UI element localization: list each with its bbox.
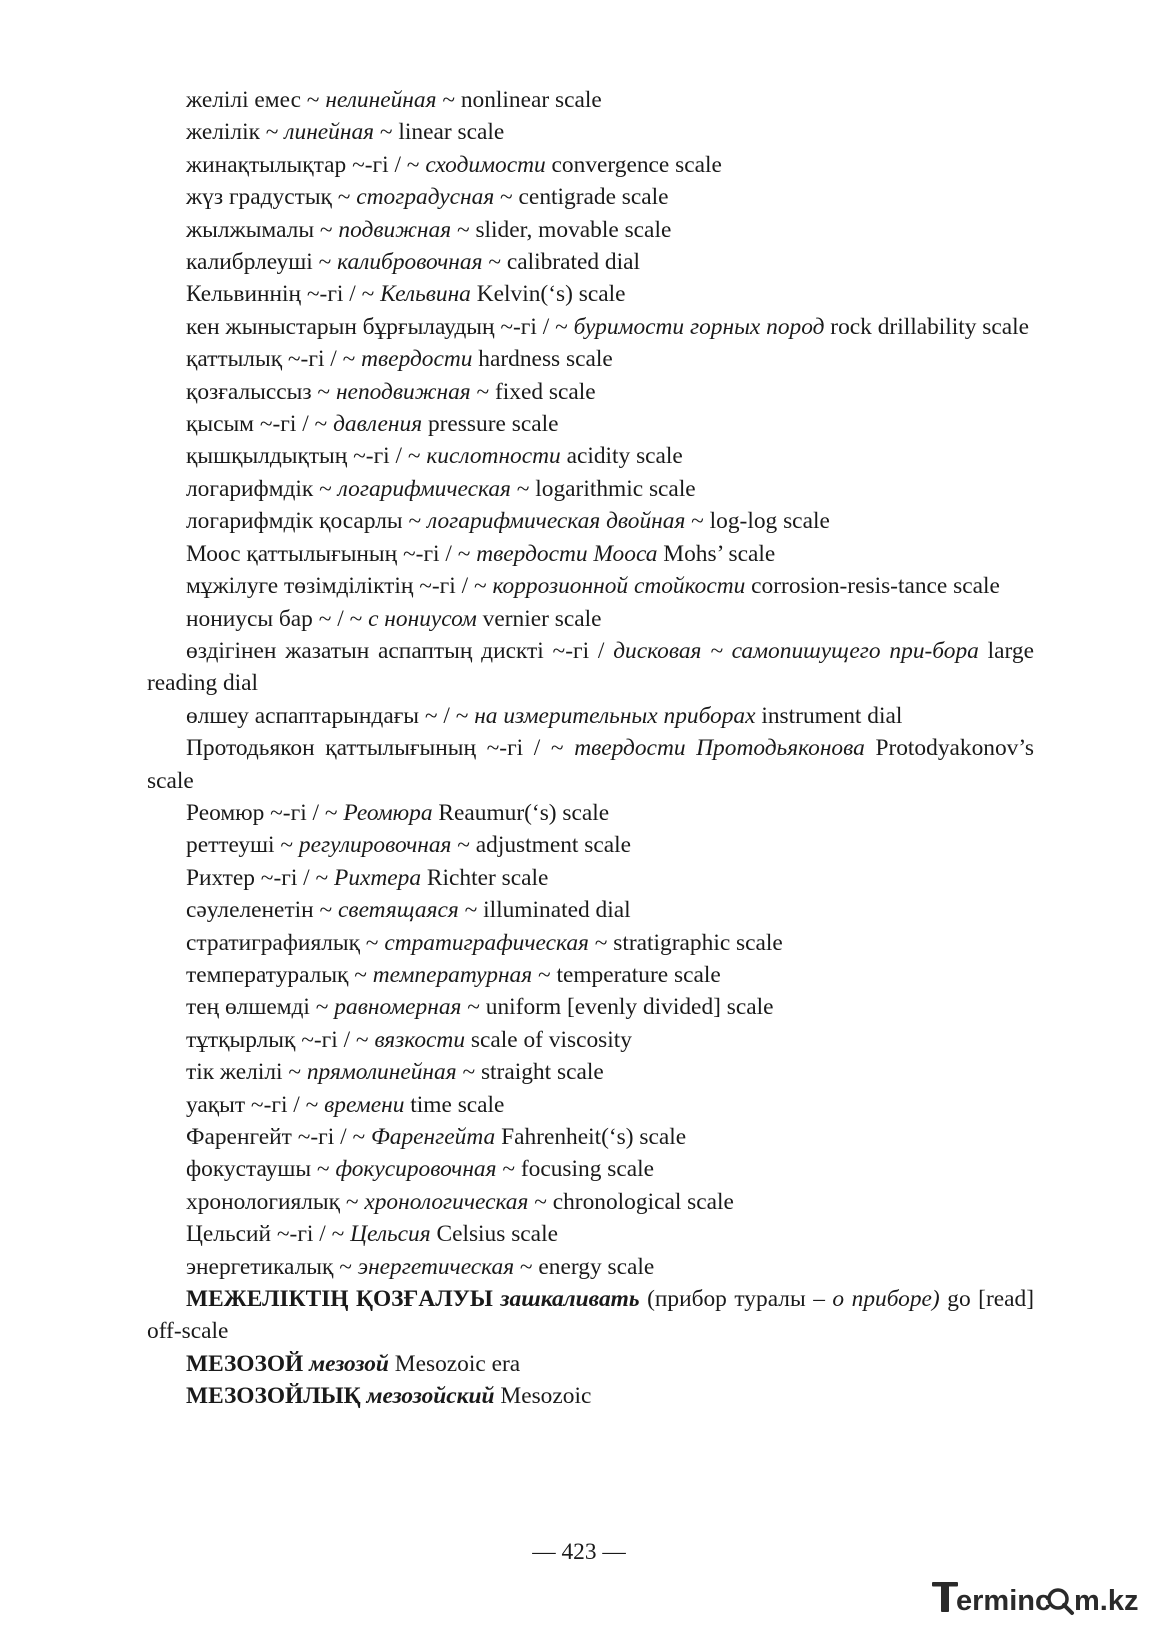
entry-text: сәулеленетін ~ [186,897,339,924]
entry-text: фокустаушы ~ [186,1156,336,1183]
entry-text: өлшеу аспаптарындағы ~ / ~ [186,702,475,729]
dictionary-entry [147,1024,1034,1056]
dictionary-entry [147,311,1034,343]
entry-text: Фаренгейт ~-гі / ~ [186,1124,371,1150]
logo-text-erminc: erminc [956,1585,1052,1617]
dictionary-entry [147,797,1034,829]
entry-russian-term: кислотности [426,443,561,470]
entry-russian-term: Реомюра [343,799,433,826]
entry-headword: МЕЗОЗОЙ [186,1350,304,1377]
entry-text: Реомюр ~-гі / ~ [186,799,344,826]
entry-text: large reading dial [147,637,1034,697]
entry-text: acidity scale [560,443,683,470]
dictionary-entry [147,635,1034,700]
entry-text: жүз градустық ~ [186,184,357,211]
entry-russian-term: сходимости [425,151,546,178]
dictionary-entry [147,991,1034,1023]
dictionary-entry [147,343,1034,375]
entry-text: time scale [404,1091,505,1118]
logo-magnifier-icon [1049,1590,1072,1613]
entry-text: Mohs’ scale [657,540,776,567]
entry-text: Кельвиннің ~-гі / ~ [186,281,381,308]
dictionary-entry [147,149,1034,181]
entry-russian-term: регулировочная [298,832,452,859]
dictionary-entry [147,1218,1034,1250]
dictionary-entry [147,408,1034,440]
entry-russian-term: на измерительных приборах [474,702,756,729]
entry-headword: МЕЖЕЛІКТІҢ ҚОЗҒАЛУЫ [186,1286,493,1313]
entry-text: Цельсий ~-гі / ~ [186,1221,351,1248]
entry-russian-term: давления [333,411,423,438]
termincom-watermark-logo [930,1577,1140,1623]
entry-text: ~ nonlinear scale [436,87,602,113]
entry-text: стратиграфиялық ~ [186,929,385,956]
entry-text: Reaumur(‘s) scale [432,799,610,826]
entry-text: Kelvin(‘s) scale [470,281,626,308]
dictionary-entry [147,84,1034,116]
entry-text: ~ chronological scale [528,1188,734,1215]
entry-text: ~ illuminated dial [458,897,631,924]
entry-text: Рихтер ~-гі / ~ [186,864,335,891]
dictionary-entry [147,246,1034,278]
dictionary-entry [147,278,1034,310]
dictionary-entry [147,1251,1034,1283]
entry-text: мұжілуге төзімділіктің ~-гі / ~ [186,573,493,600]
dictionary-entry [147,603,1034,635]
entry-text: Протодьякон қаттылығының ~-гі / ~ [186,735,575,762]
entry-text: ~ temperature scale [532,961,721,988]
entry-russian-term: твердости Протодьяконова [574,735,865,762]
entry-text: ~ logarithmic scale [510,475,696,502]
entry-russian-term: неподвижная [335,378,471,405]
entry-text: pressure scale [422,411,559,438]
entry-russian-term: нелинейная [325,87,437,113]
entry-text: энергетикалық ~ [186,1253,358,1280]
entry-text: scale of viscosity [465,1026,632,1053]
entry-text: ~ centigrade scale [494,184,669,211]
entry-text: convergence scale [545,151,722,178]
entry-text: калибрлеуші ~ [186,249,338,276]
entry-text: хронологиялық ~ [186,1188,365,1215]
entry-text: тік желілі ~ [186,1059,307,1086]
entry-text: желілік ~ [186,119,285,146]
dictionary-page-body [147,84,1034,1413]
entry-text: өздігінен жазатын аспаптың дискті ~-гі / [186,637,614,664]
entry-text: Protodyakonov’s scale [147,735,1034,794]
entry-text: желілі емес ~ [186,87,326,113]
entry-russian-term: равномерная [334,994,462,1021]
entry-text: логарифмдік ~ [186,475,338,502]
entry-text: кен жыныстарын бұрғылаудың ~-гі / ~ [186,313,574,340]
dictionary-entry [147,1380,1034,1412]
dictionary-entry [147,700,1034,732]
entry-text: Fahrenheit(‘s) scale [495,1124,687,1150]
entry-text: Celsius scale [430,1221,558,1248]
entry-text: ~ fixed scale [470,378,596,405]
entry-text: уақыт ~-гі / ~ [186,1091,325,1118]
entry-text: ~ log-log scale [685,508,830,535]
entry-text: ~ calibrated dial [482,249,640,276]
entry-text: нониусы бар ~ / ~ [186,605,369,632]
entry-russian-term: коррозионной стойкости [492,573,746,600]
entry-russian-term: Рихтера [334,864,422,891]
entry-headword: МЕЗОЗОЙЛЫҚ [186,1383,361,1410]
entry-headword-russian: мезозойский [366,1383,495,1410]
dictionary-entry [147,440,1034,472]
entry-russian-term: с нониусом [368,605,477,632]
entry-text: ~ linear scale [374,119,505,146]
entry-text: instrument dial [755,702,903,729]
entry-text: қысым ~-гі / ~ [186,411,334,438]
entry-text: жинақтылықтар ~-гі / ~ [186,151,426,178]
dictionary-entry [147,1056,1034,1088]
dictionary-entry [147,1186,1034,1218]
entry-text: реттеуші ~ [186,832,299,859]
dictionary-entry [147,1121,1034,1153]
entry-headword-russian: зашкаливать [500,1286,640,1313]
dictionary-entry [147,862,1034,894]
entry-russian-term: твердости [361,346,473,373]
entry-text: қозғалыссыз ~ [186,378,336,405]
logo-t-stem [941,1582,949,1612]
entry-russian-term: дисковая ~ самопишущего при-бора [613,637,979,664]
dictionary-entry [147,927,1034,959]
entry-russian-term: энергетическая [357,1253,515,1280]
entry-russian-term: прямолинейная [306,1059,457,1086]
entry-text: ~ energy scale [514,1253,655,1280]
entry-russian-term: логарифмическая [337,475,511,502]
entry-text: ~ uniform [evenly divided] scale [461,994,774,1021]
entry-text: ~ slider, movable scale [451,216,672,243]
page-number: — 423 — [532,1539,626,1565]
entry-russian-term: температурная [372,961,533,988]
entry-text: қаттылық ~-гі / ~ [186,346,362,373]
entry-russian-term: логарифмическая двойная [426,508,686,535]
entry-russian-term: калибровочная [337,249,483,276]
dictionary-entry [147,214,1034,246]
dictionary-entry [147,959,1034,991]
dictionary-entry [147,181,1034,213]
entry-text: vernier scale [476,605,602,632]
entry-text: Моос қаттылығының ~-гі / ~ [186,540,477,567]
entry-headword-russian: мезозой [309,1350,389,1377]
dictionary-entry [147,1348,1034,1380]
entry-text: hardness scale [472,346,613,373]
entry-russian-term: хронологическая [364,1188,529,1215]
dictionary-entry [147,1153,1034,1185]
entry-text: ~ adjustment scale [451,832,631,859]
entry-russian-term: Кельвина [380,281,471,308]
dictionary-entry [147,473,1034,505]
dictionary-entry [147,116,1034,148]
entry-russian-term: светящаяся [338,897,459,924]
entry-text: (прибор туралы – [639,1286,833,1313]
dictionary-entry [147,538,1034,570]
entry-text: жылжымалы ~ [186,216,339,243]
entry-text: қышқылдықтың ~-гі / ~ [186,443,427,470]
entry-russian-term: стратиграфическая [384,929,589,956]
dictionary-entry [147,376,1034,408]
entry-text: тұтқырлық ~-гі / ~ [186,1026,375,1053]
entry-russian-term: фокусировочная [335,1156,497,1183]
entry-text: go [read] off-scale [147,1286,1034,1345]
entry-text: ~ stratigraphic scale [588,929,783,956]
entry-text: логарифмдік қосарлы ~ [186,508,427,535]
entry-russian-term: подвижная [338,216,452,243]
dictionary-entry [147,1283,1034,1348]
dictionary-entry [147,894,1034,926]
entry-russian-term: линейная [284,119,375,146]
entry-russian-term: Цельсия [350,1221,431,1248]
logo-text-mkz: m.kz [1074,1585,1139,1617]
dictionary-entry [147,1089,1034,1121]
dictionary-entry [147,829,1034,861]
entry-text: ~ focusing scale [496,1156,654,1183]
dictionary-entry [147,570,1034,602]
entry-russian-term: твердости Мооса [476,540,658,567]
entry-text: rock drillability scale [824,313,1030,340]
entry-text: ~ straight scale [456,1059,604,1086]
entry-text: corrosion-resis-tance scale [745,573,1000,600]
entry-russian-term: о приборе) [832,1286,940,1313]
entry-text: Mesozoic [494,1383,592,1410]
entry-russian-term: времени [324,1091,405,1118]
entry-text: тең өлшемді ~ [186,994,335,1021]
dictionary-entry [147,732,1034,797]
entry-russian-term: буримости горных пород [573,313,825,340]
entry-russian-term: вязкости [374,1026,466,1053]
entry-text: температуралық ~ [186,961,373,988]
dictionary-entry [147,505,1034,537]
entry-text: Richter scale [421,864,549,891]
entry-text: Mesozoic era [388,1350,521,1377]
entry-russian-term: Фаренгейта [370,1124,496,1150]
entry-russian-term: стоградусная [356,184,495,211]
